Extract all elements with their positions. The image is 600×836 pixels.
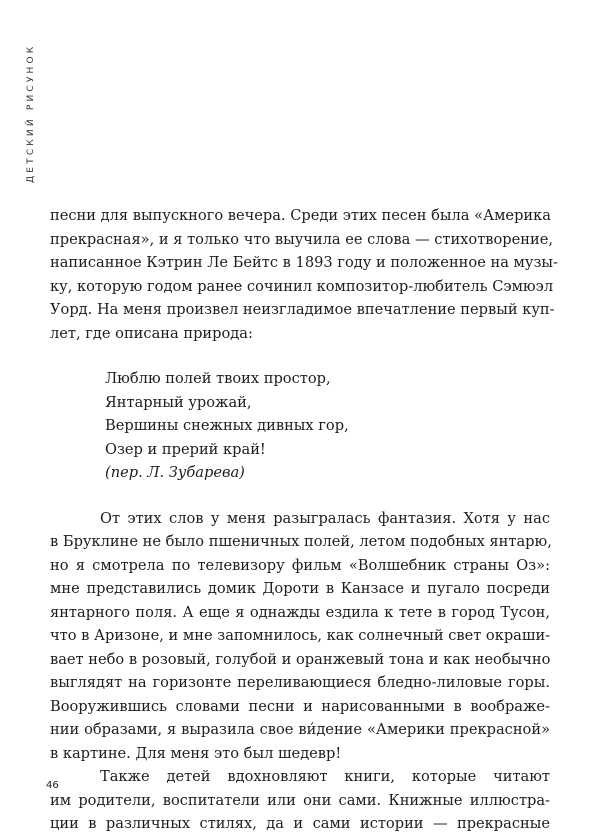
text-line: написанное Кэтрин Ле Бейтс в 1893 году и положенное на музы- [50, 254, 558, 271]
text-line: Уорд. На меня произвел неизгладимое впечатление первый куп- [50, 301, 555, 318]
running-header: ДЕТСКИЙ РИСУНОК [26, 43, 36, 183]
poem-line: Янтарный урожай, [105, 393, 252, 411]
text-line: в Бруклине не было пшеничных полей, летом подобных янтарю, [50, 533, 552, 550]
poem-line: Люблю полей твоих простор, [105, 370, 331, 387]
text-line: но я смотрела по телевизору фильм «Волшебник страны Оз»: [50, 556, 550, 574]
text-line: ку, которую годом ранее сочинил композитор-любитель Сэмюэл [50, 277, 554, 295]
paragraph-1 [50, 204, 558, 345]
text-line: вает небо в розовый, голубой и оранжевый тона и как необычно [50, 650, 551, 668]
text-line: нии образами, я выразила свое ви́дение «Америки прекрасной» [50, 721, 550, 738]
text-line: Вооружившись словами песни и нарисованными в воображе- [50, 697, 550, 715]
text-line: мне представились домик Дороти в Канзасе и пугало посреди [50, 580, 550, 597]
poem-line: Вершины снежных дивных гор, [105, 417, 349, 434]
page-body [50, 204, 558, 836]
page-number: 46 [46, 780, 59, 791]
text-line: в картине. Для меня это был шедевр! [50, 744, 342, 762]
paragraph-2 [50, 507, 550, 766]
text-line: От этих слов у меня разыгралась фантазия. Хотя у нас [100, 509, 550, 527]
text-line: им родители, воспитатели или они сами. Книжные иллюстра- [50, 791, 550, 809]
paragraph-3 [50, 765, 550, 836]
text-line: лет, где описана природа: [50, 324, 253, 342]
text-line: ции в различных стилях, да и сами истории — прекрасные [50, 815, 550, 832]
text-line: песни для выпускного вечера. Среди этих песен была «Америка [50, 207, 551, 224]
text-line: Также детей вдохновляют книги, которые читают [100, 768, 550, 785]
text-line: янтарного поля. А еще я однажды ездила к тете в город Тусон, [50, 603, 550, 621]
text-line: прекрасная», и я только что выучила ее слова — стихотворение, [50, 230, 553, 248]
poem-line: Озер и прерий край! [105, 440, 266, 458]
text-line: что в Аризоне, и мне запомнилось, как солнечный свет окраши- [50, 627, 551, 644]
text-line: выглядят на горизонте переливающиеся бледно-лиловые горы. [50, 674, 550, 691]
poem-quote [105, 367, 550, 485]
poem-credit: (пер. Л. Зубарева) [105, 464, 245, 481]
